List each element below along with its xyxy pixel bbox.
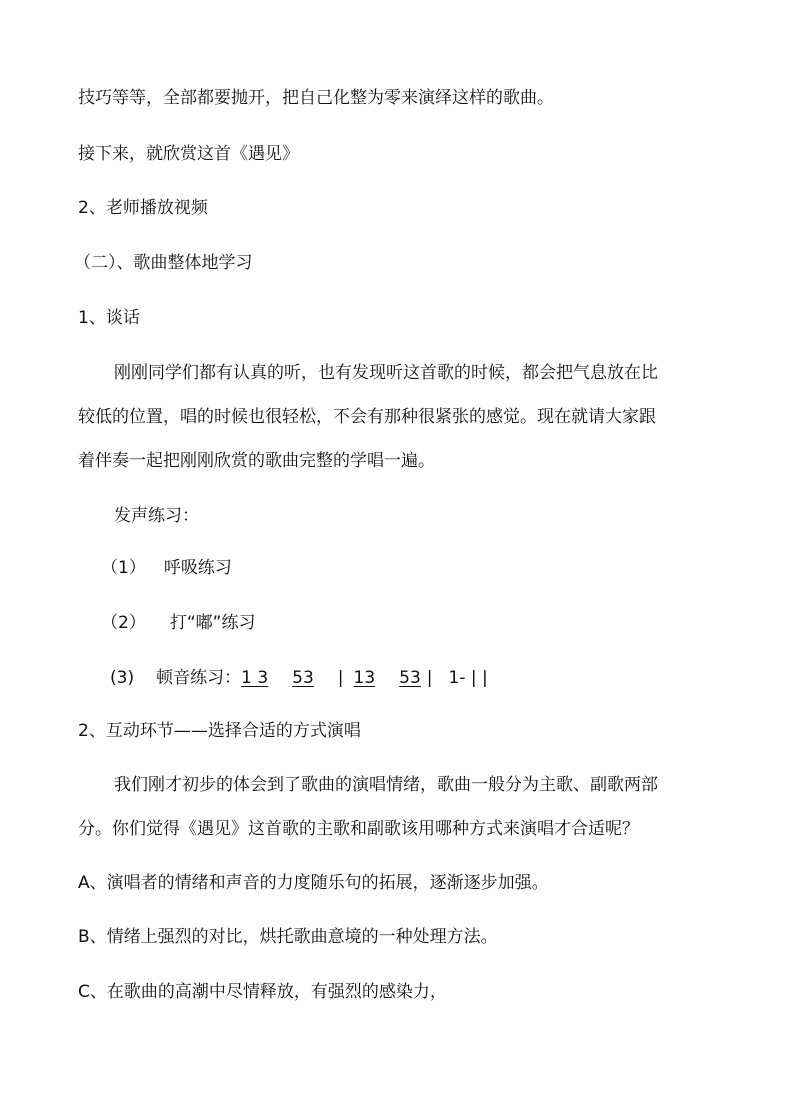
notation-group: 1 3 xyxy=(241,668,269,688)
exercise-heading: 发声练习： xyxy=(114,506,199,526)
exercise-text: 顿音练习： xyxy=(156,668,242,688)
paragraph-line: 刚刚同学们都有认真的听，也有发现听这首歌的时候，都会把气息放在比 xyxy=(114,363,658,383)
paragraph-line: 接下来，就欣赏这首《遇见》 xyxy=(78,144,299,164)
section-heading: 1、谈话 xyxy=(78,308,140,328)
exercise-item xyxy=(110,666,750,690)
exercise-item xyxy=(101,556,741,580)
notation-group: 13 xyxy=(353,668,376,688)
option-c: C、在歌曲的高潮中尽情释放，有强烈的感染力， xyxy=(78,982,447,1002)
exercise-label: （1） xyxy=(101,558,146,578)
paragraph-line: 技巧等等，全部都要抛开，把自己化整为零来演绎这样的歌曲。 xyxy=(78,88,554,108)
option-b: B、情绪上强烈的对比，烘托歌曲意境的一种处理方法。 xyxy=(78,927,498,947)
bar-line: | xyxy=(426,668,433,688)
section-heading: （二）、歌曲整体地学习 xyxy=(74,253,253,273)
notation-group: 53 xyxy=(399,668,421,688)
section-heading: 2、互动环节——选择合适的方式演唱 xyxy=(78,721,361,741)
section-heading: 2、老师播放视频 xyxy=(78,198,208,218)
paragraph-line: 较低的位置，唱的时候也很轻松，不会有那种很紧张的感觉。现在就请大家跟 xyxy=(78,407,656,427)
exercise-item xyxy=(101,611,741,635)
bar-line: | xyxy=(337,668,344,688)
exercise-text: 呼吸练习 xyxy=(163,558,232,578)
paragraph-line: 着伴奏一起把刚刚欣赏的歌曲完整的学唱一遍。 xyxy=(78,451,435,471)
option-a: A、演唱者的情绪和声音的力度随乐句的拓展，逐渐逐步加强。 xyxy=(78,873,549,893)
paragraph-line: 分。你们觉得《遇见》这首歌的主歌和副歌该用哪种方式来演唱才合适呢？ xyxy=(78,819,639,839)
paragraph-line: 我们刚才初步的体会到了歌曲的演唱情绪，歌曲一般分为主歌、副歌两部 xyxy=(114,775,658,795)
notation-end: 1- | | xyxy=(448,668,488,688)
exercise-label: (3) xyxy=(110,668,135,688)
notation-group: 53 xyxy=(292,668,314,688)
exercise-label: （2） xyxy=(101,613,146,633)
exercise-text: 打“嘟”练习 xyxy=(169,613,256,633)
